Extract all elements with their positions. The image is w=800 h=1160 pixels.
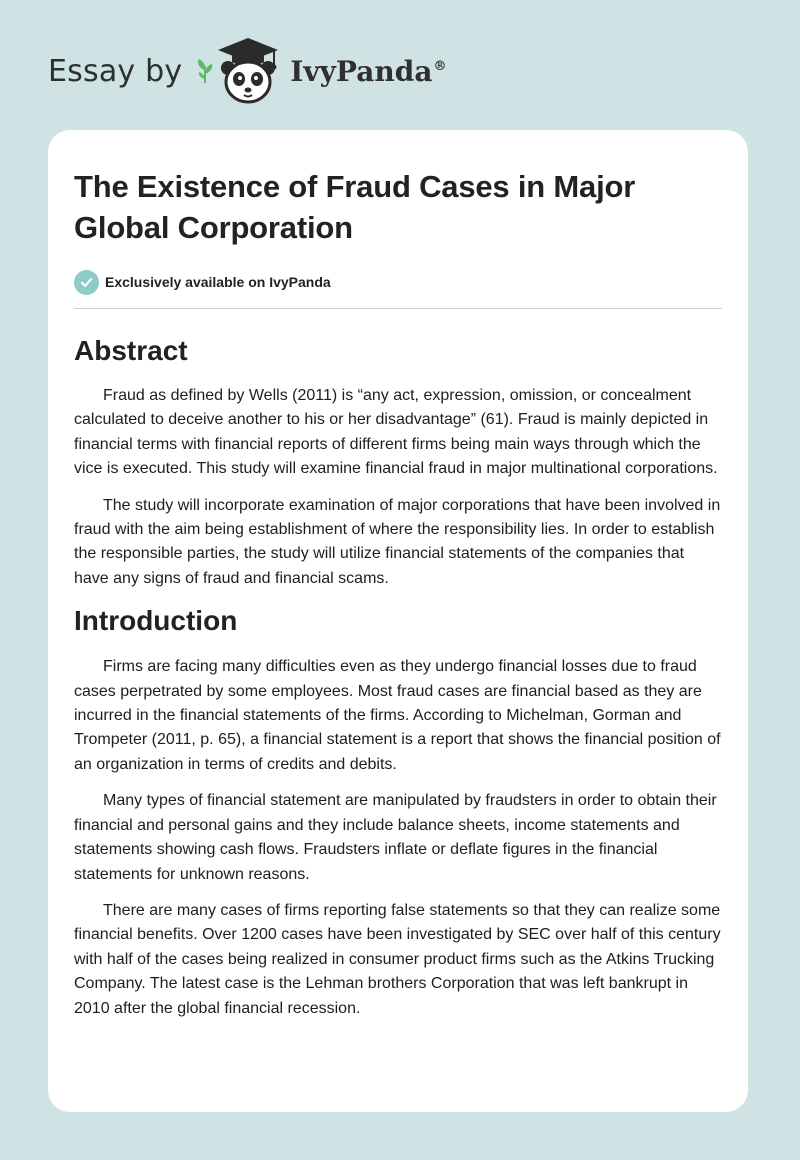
panda-mascot-icon xyxy=(216,36,280,106)
page-title: The Existence of Fraud Cases in Major Global Corporation xyxy=(74,169,636,245)
essay-card xyxy=(48,130,748,1112)
leaf-icon xyxy=(196,58,214,84)
section-heading-abstract: Abstract xyxy=(74,335,188,366)
divider xyxy=(74,308,722,309)
brand-prefix: Essay by xyxy=(48,53,183,89)
paragraph: Fraud as defined by Wells (2011) is “any act, expression, omission, or concealment calculated to deceive another to his or her disadvantage” (61). Fraud is mainly depicted in financial terms with financial reports of different firms being main ways through which the vice is executed. This study will examine financial fraud in major multinational corporations. xyxy=(74,387,718,478)
exclusive-badge xyxy=(74,268,722,296)
paragraph: Firms are facing many difficulties even as they undergo financial losses due to fraud cases perpetrated by some employees. Most fraud cases are financial based as they are incurred in the financial statements of the firms. According to Michelman, Gorman and Trompeter (2011, p. 65), a financial statement is a report that shows the financial position of an organization in terms of credits and debits. xyxy=(74,658,721,773)
brand-logo[interactable] xyxy=(48,34,446,108)
paragraph: Many types of financial statement are manipulated by fraudsters in order to obtain their financial and personal gains and they include balance sheets, income statements and statements showing cash flows. Fraudsters inflate or deflate figures in the financial statements for unknown reasons. xyxy=(74,792,717,883)
paragraph: There are many cases of firms reporting false statements so that they can realize some financial benefits. Over 1200 cases have been investigated by SEC over half of this century with half of the cases being realized in consumer product firms such as the Atkins Trucking Company. The latest case is the Lehman brothers Corporation that was left bankrupt in 2010 after the global financial recession. xyxy=(74,901,721,1017)
introduction-section xyxy=(74,603,722,1021)
section-heading-introduction: Introduction xyxy=(74,605,238,637)
paragraph: The study will incorporate examination of major corporations that have been involved in fraud with the aim being establishment of where the responsibility lies. In order to establish the responsible parties, the study will utilize financial statements of the companies that have any signs of fraud and financial scams. xyxy=(74,496,721,587)
check-icon xyxy=(74,270,99,295)
badge-text: Exclusively available on IvyPanda xyxy=(105,274,331,290)
abstract-section xyxy=(74,333,722,591)
brand-name: IvyPanda® xyxy=(290,54,447,88)
registered-mark: ® xyxy=(433,59,447,75)
